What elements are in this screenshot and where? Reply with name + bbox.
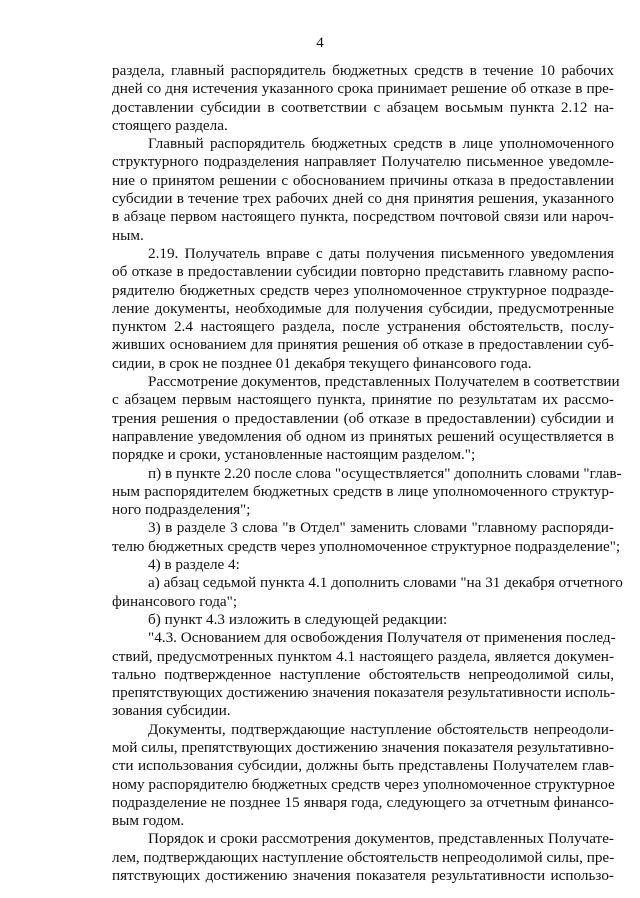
text-line: пятствующих достижению значения показателя результативности использо- — [112, 867, 614, 885]
text-line: мой силы, препятствующих достижению значения показателя результативно- — [112, 738, 614, 756]
text-line: п) в пункте 2.20 после слова "осуществляется" дополнить словами "глав- — [148, 464, 622, 482]
text-line: рядителю бюджетных средств через уполномоченное структурное подразде- — [112, 281, 614, 299]
text-line: с абзацем первым настоящего пункта, принятие по результатам их рассмо- — [112, 391, 614, 409]
text-line: Документы, подтверждающие наступление обстоятельств непреодоли- — [148, 720, 614, 738]
text-line: трения решения о предоставлении (об отказе в предоставлении) субсидии и — [112, 409, 614, 427]
text-line: субсидии в течение трех рабочих дней со дня принятия решения, указанного — [112, 190, 614, 208]
text-line: раздела, главный распорядитель бюджетных средств в течение 10 рабочих — [112, 62, 614, 79]
text-line: ние о принятом решении с обоснованием причины отказа в предоставлении — [112, 171, 614, 189]
text-line: структурного подразделения направляет Получателю письменное уведомле- — [112, 153, 614, 171]
text-line: сти использования субсидии, должны быть представлены Получателем глав- — [112, 757, 614, 775]
text-line: сидии, в срок не позднее 01 декабря текущего финансового года. — [112, 354, 532, 372]
text-line: ному распорядителю бюджетных средств через уполномоченное структурное — [112, 775, 615, 793]
text-line: вым годом. — [112, 812, 185, 830]
text-line: Рассмотрение документов, представленных Получателем в соответствии — [148, 373, 620, 391]
page-number: 4 — [316, 35, 324, 51]
text-line: 2.19. Получатель вправе с даты получения письменного уведомления — [148, 244, 614, 262]
text-line: "4.3. Основанием для освобождения Получателя от применения послед- — [148, 629, 616, 647]
text-line: телю бюджетных средств через уполномоченное структурное подразделение"; — [112, 537, 621, 555]
text-line: ного подразделения"; — [112, 501, 251, 519]
text-line: 4) в разделе 4: — [148, 556, 240, 574]
text-line: зования субсидии. — [112, 702, 231, 720]
text-line: об отказе в предоставлении субсидии повторно представить главному распо- — [112, 263, 614, 281]
text-line: Главный распорядитель бюджетных средств в лице уполномоченного — [148, 135, 614, 153]
text-line: стоящего раздела. — [112, 116, 228, 134]
text-line: дней со дня истечения указанного срока принимает решение об отказе в пре- — [112, 80, 614, 98]
text-line: ным распорядителем бюджетных средств в лице уполномоченного структур- — [112, 482, 614, 500]
text-line: 3) в разделе 3 слова "в Отдел" заменить словами "главному распоряди- — [148, 519, 614, 537]
text-line: ление документы, необходимые для получения субсидии, предусмотренные — [112, 299, 614, 317]
text-line: препятствующих достижению значения показателя результативности исполь- — [112, 684, 616, 702]
text-line: ствий, предусмотренных пунктом 4.1 настоящего раздела, является докумен- — [112, 647, 614, 665]
text-line: б) пункт 4.3 изложить в следующей редакции: — [148, 610, 448, 628]
text-line: направление уведомления об одном из принятых решений осуществляется в — [112, 427, 614, 445]
text-line: доставлении субсидии в соответствии с абзацем восьмым пункта 2.12 на- — [112, 98, 614, 116]
text-line: финансового года"; — [112, 592, 238, 610]
text-line: живших основанием для принятия решения об отказе в предоставлении суб- — [112, 336, 614, 354]
text-line: в абзаце первом настоящего пункта, посредством почтовой связи или нароч- — [112, 208, 614, 226]
text-line: а) абзац седьмой пункта 4.1 дополнить словами "на 31 декабря отчетного — [148, 574, 623, 592]
text-line: порядке и сроки, установленные настоящим разделом."; — [112, 446, 476, 464]
document-body — [112, 62, 623, 885]
text-line: подразделение не позднее 15 января года, следующего за отчетным финансо- — [112, 793, 614, 811]
text-line: ным. — [112, 226, 144, 244]
text-line: тально подтвержденное наступление обстоятельств непреодолимой силы, — [112, 665, 614, 683]
text-line: Порядок и сроки рассмотрения документов, представленных Получате- — [148, 830, 614, 848]
text-line: пунктом 2.4 настоящего раздела, после устранения обстоятельств, послу- — [112, 318, 614, 336]
text-line: лем, подтверждающих наступление обстоятельств непреодолимой силы, пре- — [112, 848, 615, 866]
